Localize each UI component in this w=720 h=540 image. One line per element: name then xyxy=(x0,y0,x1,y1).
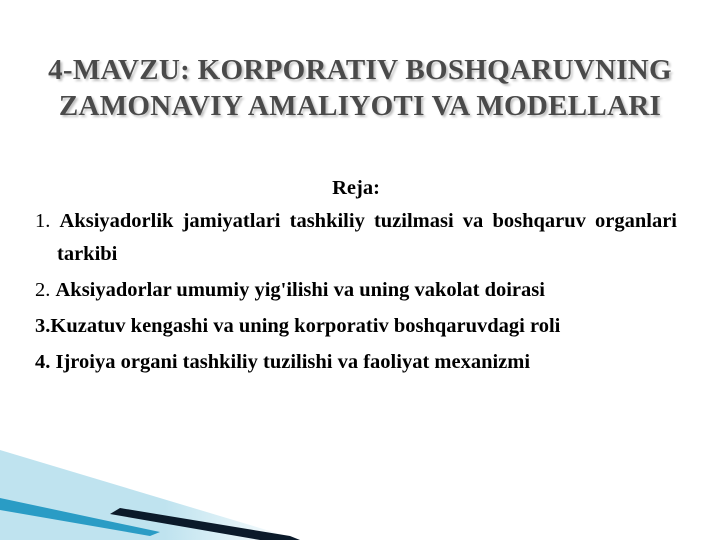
plan-item-1 xyxy=(35,205,677,271)
plan-heading: Reja: xyxy=(332,177,380,199)
plan-item-text: Aksiyadorlik jamiyatlari tashkiliy tuzilmasi va boshqaruv organlari tarkibi xyxy=(57,210,678,265)
corner-light-shape xyxy=(0,450,300,540)
plan-item-text: Kuzatuv kengashi va uning korporativ boshqaruvdagi roli xyxy=(50,315,561,337)
plan-item-number: 2. xyxy=(35,279,51,301)
corner-decoration xyxy=(0,450,300,540)
plan-item-number: 3. xyxy=(35,315,51,337)
plan-section xyxy=(35,172,677,382)
plan-item-text: Ijroiya organi tashkiliy tuzilishi va faoliyat mexanizmi xyxy=(55,351,531,373)
plan-item-number: 4. xyxy=(35,351,51,373)
plan-item-2 xyxy=(35,274,677,307)
plan-item-number: 1. xyxy=(35,210,51,232)
slide-title xyxy=(0,52,720,124)
slide-title-line-1: 4-MAVZU: KORPORATIV BOSHQARUVNING xyxy=(48,54,672,86)
slide-title-line-2: ZAMONAVIY AMALIYOTI VA MODELLARI xyxy=(58,90,662,122)
plan-item-4 xyxy=(35,346,677,379)
plan-item-text: Aksiyadorlar umumiy yig'ilishi va uning vakolat doirasi xyxy=(55,279,545,301)
plan-item-3 xyxy=(35,310,677,343)
